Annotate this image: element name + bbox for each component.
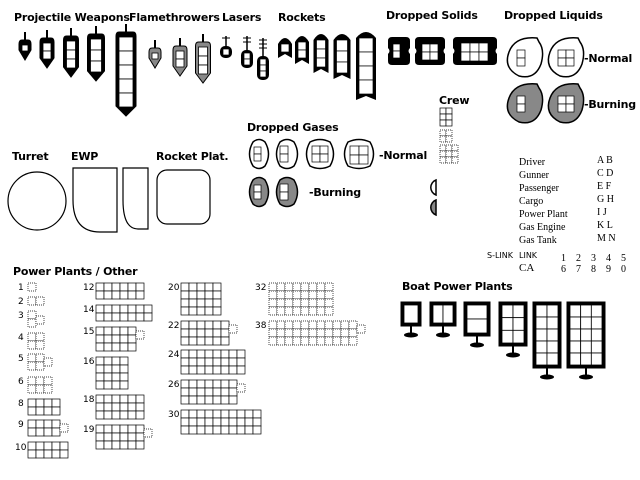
dropped-solid-cells — [422, 44, 438, 60]
boat-power-plant-5-cell — [536, 329, 547, 341]
power-plant-9-ext — [60, 424, 68, 432]
boat-power-plant-6-cell — [591, 353, 602, 365]
dropped-gas-cells — [280, 146, 288, 162]
rocket-2-cell — [298, 50, 306, 58]
power-plant-19 — [96, 425, 144, 449]
legend-code-passenger: E F — [597, 181, 612, 192]
rocket-5-cell — [359, 66, 373, 80]
boat-power-plant-6-cell — [570, 317, 581, 329]
power-plant-15-ext — [136, 331, 144, 339]
boat-power-plant-2-cell — [443, 305, 453, 323]
power-plant-22 — [181, 321, 229, 345]
pp-size-label: 3 — [18, 311, 24, 321]
projectile-weapon-5-cell — [119, 51, 133, 65]
dropped-liquid-cells — [517, 96, 525, 112]
flamethrower-1-cell — [152, 53, 158, 59]
projectile-weapon-3-cell — [67, 50, 76, 59]
legend-number: 0 — [621, 264, 626, 275]
power-plant-5 — [28, 354, 44, 370]
legend-gas-engine: Gas Engine — [519, 222, 566, 233]
power-plant-3 — [28, 311, 36, 327]
header-rocket-platform: Rocket Plat. — [156, 150, 229, 163]
boat-power-plant-6-cell — [591, 329, 602, 341]
rocket-5-cell — [359, 38, 373, 52]
power-plant-24 — [181, 350, 245, 374]
boat-power-plant-6-cell — [581, 305, 592, 317]
projectile-weapon-4-cell — [91, 61, 102, 72]
header-crew: Crew — [439, 94, 470, 107]
boat-power-plant-2-cell — [433, 305, 443, 323]
rocket-4-cell — [337, 62, 348, 73]
flamethrower-2-cell — [176, 59, 184, 67]
boat-power-plant-4-cell — [502, 318, 513, 331]
crew-grid-1 — [440, 108, 452, 126]
header-lasers: Lasers — [222, 11, 262, 24]
rocket-5-cell — [359, 80, 373, 94]
boat-power-plant-5-cell — [547, 305, 558, 317]
boat-power-plant-6-cell — [581, 329, 592, 341]
boat-power-plant-5-cell — [536, 317, 547, 329]
link-label: LINK — [519, 251, 538, 260]
boat-power-plant-4-cell — [502, 330, 513, 343]
laser-1-cell — [223, 49, 229, 55]
pp-size-label: 10 — [15, 443, 27, 453]
boat-power-plant-5-cell — [547, 341, 558, 353]
projectile-weapon-5-cell — [119, 65, 133, 79]
laser-3-cell — [260, 71, 266, 77]
boat-power-plant-6-propeller-icon — [579, 375, 593, 380]
legend-gas-tank: Gas Tank — [519, 235, 557, 246]
power-plant-16 — [96, 357, 128, 389]
power-plant-26-ext — [237, 384, 245, 392]
projectile-weapon-1-cell — [22, 45, 28, 51]
dropped-gas-cells — [280, 184, 288, 200]
rocket-3-cell — [317, 40, 326, 49]
boat-power-plant-6-cell — [570, 341, 581, 353]
legend-number: 2 — [576, 253, 581, 264]
boat-power-plant-3-cell — [467, 319, 487, 333]
boat-power-plant-4-propeller-icon — [506, 353, 520, 358]
boat-power-plant-6-cell — [591, 305, 602, 317]
slink-label: S-LINK — [487, 251, 514, 260]
pp-size-label: 9 — [18, 420, 24, 430]
legend-code-gunner: C D — [597, 168, 614, 179]
legend-number: 9 — [606, 264, 611, 275]
legend-cargo: Cargo — [519, 196, 544, 207]
laser-3-cell — [260, 59, 266, 65]
boat-power-plant-5-cell — [536, 341, 547, 353]
dropped-solid-cells — [393, 44, 400, 58]
legend-passenger: Passenger — [519, 183, 559, 194]
pp-size-label: 5 — [18, 354, 24, 364]
gases-normal-label: -Normal — [379, 149, 428, 162]
legend-code-power-plant: I J — [597, 207, 607, 218]
legend-code-gas-engine: K L — [597, 220, 613, 231]
legend-power-plant: Power Plant — [519, 209, 568, 220]
dropped-liquid-cells — [517, 50, 525, 66]
pp-size-label: 19 — [83, 425, 95, 435]
legend-number: 4 — [606, 253, 611, 264]
dropped-liquid-cells — [558, 50, 574, 66]
power-plant-38 — [269, 321, 357, 345]
boat-power-plant-4-cell — [513, 330, 524, 343]
half-disc-white-icon — [431, 180, 436, 195]
boat-power-plant-5-propeller-icon — [540, 375, 554, 380]
dropped-solid-cells — [461, 43, 488, 61]
projectile-weapon-2-cell — [43, 43, 51, 51]
pp-size-label: 15 — [83, 327, 95, 337]
header-dropped-liquids: Dropped Liquids — [504, 9, 603, 22]
power-plant-15 — [96, 327, 136, 351]
liquids-burning-label: -Burning — [584, 98, 636, 111]
legend-number: 8 — [591, 264, 596, 275]
liquids-normal-label: -Normal — [584, 52, 633, 65]
boat-power-plant-6-cell — [570, 305, 581, 317]
projectile-weapon-5-cell — [119, 79, 133, 93]
gases-burning-label: -Burning — [309, 186, 361, 199]
pp-size-label: 26 — [168, 380, 180, 390]
rocket-4-cell — [337, 51, 348, 62]
header-projectile-weapons: Projectile Weapons — [14, 11, 130, 24]
boat-power-plant-6-cell — [581, 341, 592, 353]
power-plant-26 — [181, 380, 237, 404]
header-dropped-gases: Dropped Gases — [247, 121, 339, 134]
pp-size-label: 38 — [255, 321, 267, 331]
rocket-3-cell — [317, 49, 326, 58]
boat-power-plant-6-cell — [570, 329, 581, 341]
boat-power-plant-3-cell — [467, 305, 487, 319]
pp-size-label: 32 — [255, 283, 267, 293]
legend-number: 5 — [621, 253, 626, 264]
boat-power-plant-5-cell — [547, 317, 558, 329]
dropped-gas-cells — [254, 185, 261, 199]
power-plant-8 — [28, 399, 60, 415]
legend-code-gas-tank: M N — [597, 233, 616, 244]
dropped-liquid-cells — [558, 96, 574, 112]
header-power-plants: Power Plants / Other — [13, 265, 138, 278]
power-plant-20 — [181, 283, 221, 315]
boat-power-plant-5-cell — [547, 353, 558, 365]
boat-power-plant-6-cell — [591, 341, 602, 353]
pp-size-label: 20 — [168, 283, 180, 293]
power-plant-22-ext — [229, 325, 237, 333]
ca-label: CA — [519, 262, 535, 274]
boat-power-plant-6-cell — [581, 317, 592, 329]
half-disc-gray-icon — [431, 200, 436, 215]
legend-driver: Driver — [519, 157, 546, 168]
power-plant-12 — [96, 283, 144, 299]
power-plant-14 — [96, 305, 152, 321]
flamethrower-3-cell — [199, 65, 208, 74]
power-plant-38-ext — [357, 325, 365, 333]
boat-power-plant-1-cell — [404, 305, 418, 323]
header-boat-power-plants: Boat Power Plants — [402, 280, 513, 293]
projectile-weapon-5-cell — [119, 37, 133, 51]
crew-grid-3 — [440, 145, 458, 163]
flamethrower-3-cell — [199, 56, 208, 65]
pp-size-label: 22 — [168, 321, 180, 331]
pp-size-label: 1 — [18, 283, 24, 293]
power-plant-18 — [96, 395, 144, 419]
projectile-weapon-3-cell — [67, 41, 76, 50]
boat-power-plant-6-cell — [591, 317, 602, 329]
pp-size-label: 16 — [83, 357, 95, 367]
boat-power-plant-4-cell — [502, 305, 513, 318]
legend-number: 7 — [576, 264, 581, 275]
pp-size-label: 18 — [83, 395, 95, 405]
boat-power-plant-5-cell — [536, 305, 547, 317]
projectile-weapon-5-cell — [119, 93, 133, 107]
legend-code-cargo: G H — [597, 194, 614, 205]
boat-power-plant-6-cell — [581, 353, 592, 365]
pp-size-label: 14 — [83, 305, 95, 315]
ewp-small — [123, 168, 148, 229]
boat-power-plant-2-propeller-icon — [436, 333, 450, 338]
pp-size-label: 12 — [83, 283, 95, 293]
laser-3-cell — [260, 65, 266, 71]
projectile-weapon-2-cell — [43, 51, 51, 59]
boat-power-plant-3-propeller-icon — [470, 343, 484, 348]
rocket-5-cell — [359, 52, 373, 66]
power-plant-5-ext — [44, 358, 52, 366]
power-plant-30 — [181, 410, 261, 434]
pp-size-label: 8 — [18, 399, 24, 409]
pp-size-label: 6 — [18, 377, 24, 387]
boat-power-plant-4-cell — [513, 318, 524, 331]
rocket-1-cell — [281, 44, 289, 52]
rocket-4-cell — [337, 40, 348, 51]
projectile-weapon-3-cell — [67, 59, 76, 68]
power-plant-32 — [269, 283, 333, 315]
rocket-3-cell — [317, 58, 326, 67]
dropped-gas-cells — [254, 147, 261, 161]
projectile-weapon-4-cell — [91, 50, 102, 61]
power-plant-10 — [28, 442, 68, 458]
power-plant-6 — [28, 377, 52, 393]
power-plant-1 — [28, 283, 36, 291]
power-plant-2 — [28, 297, 44, 305]
laser-2-cell — [244, 53, 250, 59]
laser-2-cell — [244, 59, 250, 65]
header-dropped-solids: Dropped Solids — [386, 9, 478, 22]
pp-size-label: 2 — [18, 297, 24, 307]
power-plant-19-ext — [144, 429, 152, 437]
header-turret: Turret — [12, 150, 49, 163]
rocket-platform — [157, 170, 210, 224]
header-flamethrowers: Flamethrowers — [129, 11, 220, 24]
rocket-2-cell — [298, 42, 306, 50]
projectile-weapon-4-cell — [91, 39, 102, 50]
flamethrower-3-cell — [199, 47, 208, 56]
legend-code-driver: A B — [597, 155, 613, 166]
header-ewp: EWP — [71, 150, 99, 163]
turret-circle — [8, 172, 66, 230]
legend-gunner: Gunner — [519, 170, 549, 181]
pp-size-label: 4 — [18, 333, 24, 343]
header-rockets: Rockets — [278, 11, 326, 24]
legend-number: 6 — [561, 264, 566, 275]
pp-size-label: 30 — [168, 410, 180, 420]
ewp-large — [73, 168, 117, 232]
legend-number: 1 — [561, 253, 566, 264]
legend-number: 3 — [591, 253, 596, 264]
crew-grid-2 — [440, 130, 452, 142]
boat-power-plant-1-propeller-icon — [404, 333, 418, 338]
boat-power-plant-4-cell — [513, 305, 524, 318]
boat-power-plant-5-cell — [536, 353, 547, 365]
power-plant-4 — [28, 333, 44, 349]
dropped-gas-cells — [350, 146, 368, 164]
power-plant-9 — [28, 420, 60, 436]
boat-power-plant-6-cell — [570, 353, 581, 365]
pp-size-label: 24 — [168, 350, 180, 360]
boat-power-plant-5-cell — [547, 329, 558, 341]
flamethrower-2-cell — [176, 51, 184, 59]
dropped-gas-cells — [312, 146, 328, 162]
power-plant-3-ext — [36, 316, 44, 324]
